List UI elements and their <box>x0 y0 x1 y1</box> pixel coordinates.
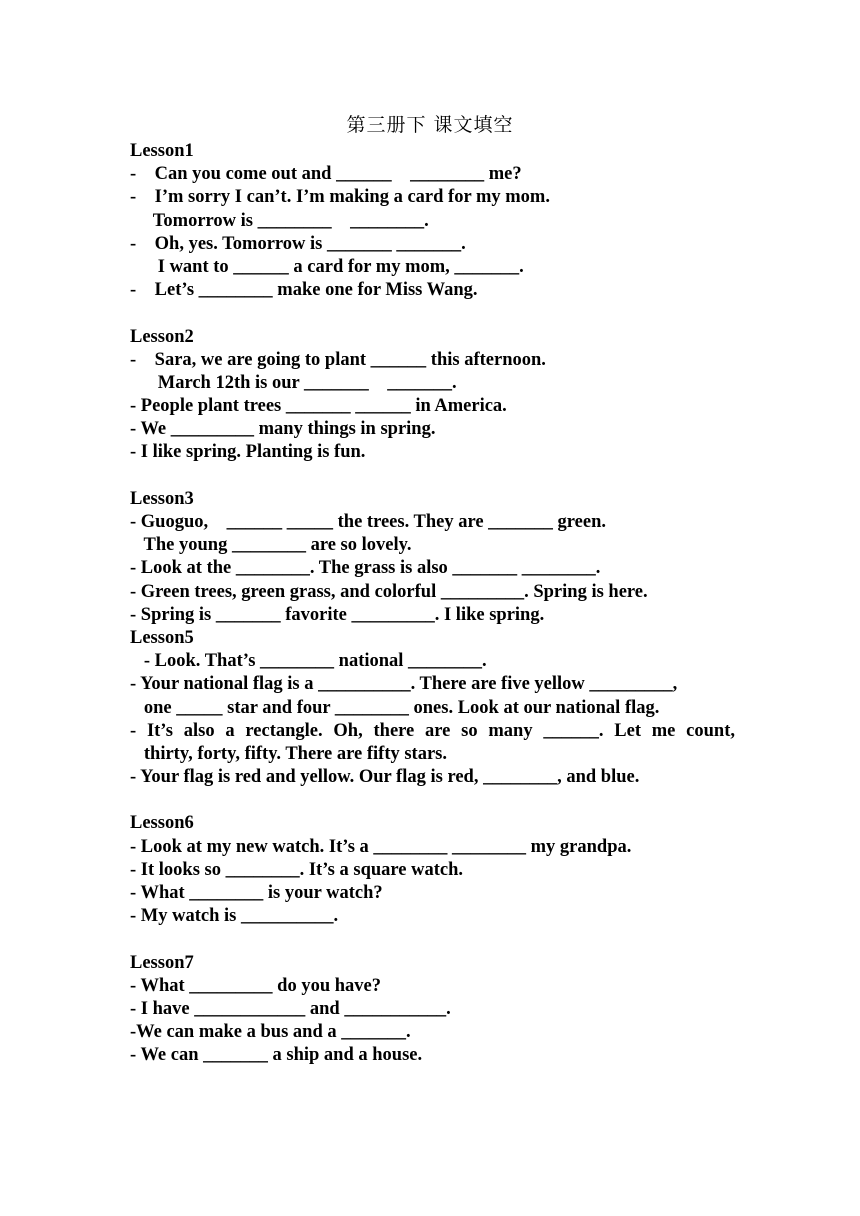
lesson-heading: Lesson7 <box>130 952 194 973</box>
exercise-line: - Look at the ________. The grass is also _______ ________. <box>130 558 601 579</box>
exercise-line: - Your national flag is a __________. There are five yellow _________, <box>130 674 678 695</box>
exercise-line: - We can _______ a ship and a house. <box>130 1045 423 1066</box>
exercise-line: - Can you come out and ______ ________ me? <box>130 164 522 185</box>
exercise-line: - Spring is _______ favorite _________. I like spring. <box>130 604 545 625</box>
exercise-line: - Your flag is red and yellow. Our flag is red, ________, and blue. <box>130 767 640 788</box>
exercise-line: - Green trees, green grass, and colorful _________. Spring is here. <box>130 581 648 602</box>
document-title: 第三册下 课文填空 <box>346 114 514 136</box>
exercise-line: - I like spring. Planting is fun. <box>130 442 366 463</box>
exercise-line: - It looks so ________. It’s a square watch. <box>130 859 464 880</box>
lesson-heading: Lesson6 <box>130 813 194 834</box>
lesson-heading: Lesson5 <box>130 627 194 648</box>
exercise-line: - Oh, yes. Tomorrow is _______ _______. <box>130 233 466 254</box>
exercise-line: - What _________ do you have? <box>130 975 381 996</box>
lesson-heading: Lesson3 <box>130 488 194 509</box>
exercise-content <box>130 140 735 1068</box>
blank-line <box>130 465 735 488</box>
exercise-line: - Guoguo, ______ _____ the trees. They are _______ green. <box>130 512 607 532</box>
exercise-line: one _____ star and four ________ ones. Look at our national flag. <box>130 697 660 718</box>
lesson-heading: Lesson2 <box>130 326 194 347</box>
blank-line <box>130 302 735 325</box>
exercise-line: - My watch is __________. <box>130 906 339 927</box>
exercise-line: I want to ______ a card for my mom, _______. <box>130 256 524 277</box>
lesson-heading: Lesson1 <box>130 141 194 161</box>
exercise-line: - Sara, we are going to plant ______ this afternoon. <box>130 349 546 370</box>
exercise-line: thirty, forty, fifty. There are fifty stars. <box>130 743 448 764</box>
exercise-line: - Look. That’s ________ national ________. <box>130 651 487 672</box>
blank-line <box>130 789 735 812</box>
exercise-line: - Let’s ________ make one for Miss Wang. <box>130 280 478 301</box>
exercise-line: - People plant trees _______ ______ in America. <box>130 396 507 417</box>
exercise-line: -We can make a bus and a _______. <box>130 1022 411 1043</box>
exercise-line: - What ________ is your watch? <box>130 883 383 903</box>
exercise-line: - Look at my new watch. It’s a ________ ________ my grandpa. <box>130 836 632 857</box>
exercise-line: - I have ____________ and ___________. <box>130 998 451 1019</box>
exercise-line: - It’s also a rectangle. Oh, there are so many ______. Let me count, <box>130 720 735 741</box>
exercise-line: - I’m sorry I can’t. I’m making a card for my mom. <box>130 187 550 208</box>
exercise-line: Tomorrow is ________ ________. <box>130 210 429 231</box>
exercise-line: March 12th is our _______ _______. <box>130 372 457 393</box>
blank-line <box>130 928 735 951</box>
exercise-line: - We _________ many things in spring. <box>130 419 436 440</box>
exercise-line: The young ________ are so lovely. <box>130 535 412 556</box>
